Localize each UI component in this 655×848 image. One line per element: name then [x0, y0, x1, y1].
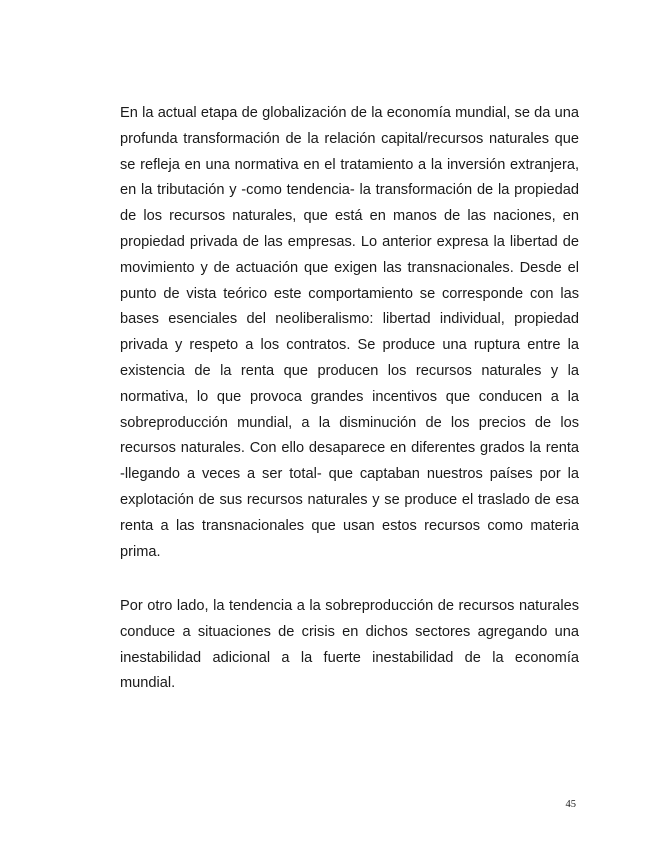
page-number: 45	[565, 799, 576, 810]
body-paragraph-1: En la actual etapa de globalización de la economía mundial, se da una profunda transformación de la relación capital/recursos naturales que se refleja en una normativa en el tratamiento a la inversión extranjera, en la tributación y -como tendencia- la transformación de la propiedad de los recursos naturales, que está en manos de las naciones, en propiedad privada de las empresas. Lo anterior expresa la libertad de movimiento y de actuación que exigen las transnacionales. Desde el punto de vista teórico este comportamiento se corresponde con las bases esenciales del neoliberalismo: libertad individual, propiedad privada y respeto a los contratos. Se produce una ruptura entre la existencia de la renta que producen los recursos naturales y la normativa, lo que provoca grandes incentivos que conducen a la sobreproducción mundial, a la disminución de los precios de los recursos naturales. Con ello desaparece en diferentes grados la renta -llegando a veces a ser total- que captaban nuestros países por la explotación de sus recursos naturales y se produce el traslado de esa renta a las transnacionales que usan estos recursos como materia prima.	[120, 105, 579, 560]
body-paragraph-2: Por otro lado, la tendencia a la sobreproducción de recursos naturales conduce a situaciones de crisis en dichos sectores agregando una inestabilidad adicional a la fuerte inestabilidad de la economía mundial.	[120, 598, 579, 692]
